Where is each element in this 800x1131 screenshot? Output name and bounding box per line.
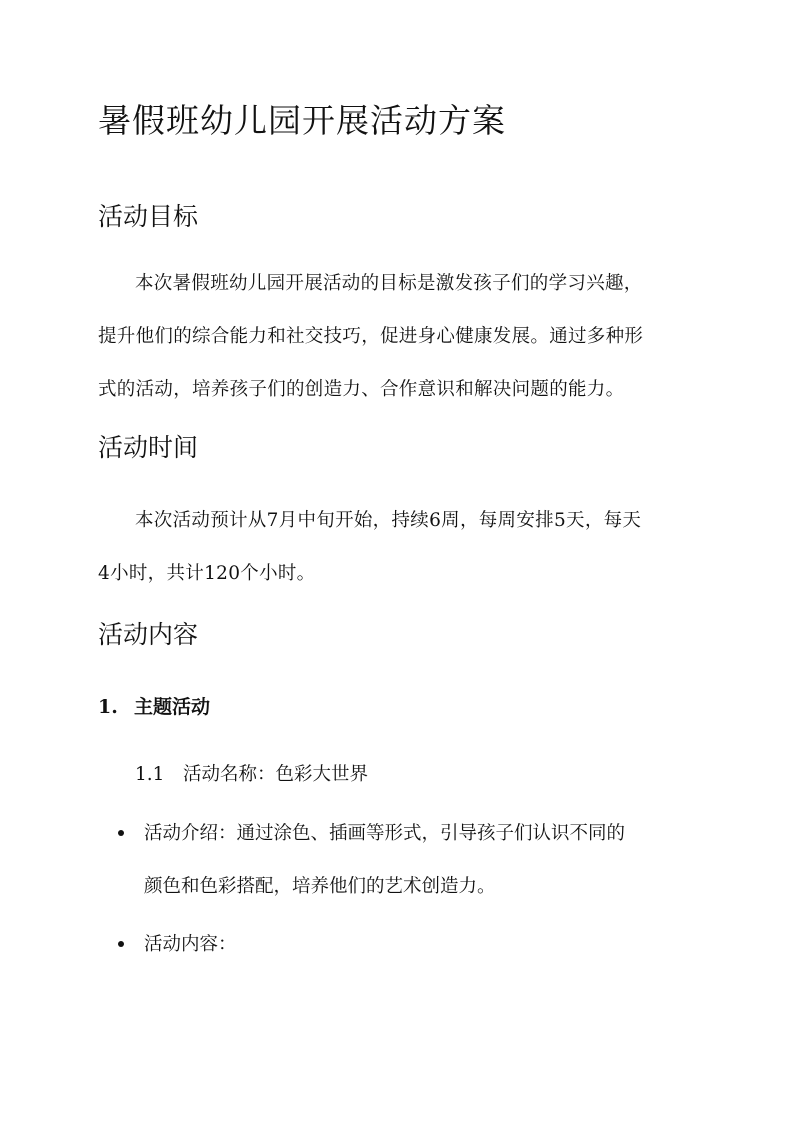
section-paragraph-time [98, 494, 698, 600]
bullet-text [144, 807, 704, 913]
document-title: 暑假班幼儿园开展活动方案 [98, 101, 506, 140]
activity-heading [135, 760, 368, 786]
bullet-line: 颜色和色彩搭配，培养他们的艺术创造力。 [144, 876, 496, 897]
bullet-line: 活动介绍：通过涂色、插画等形式，引导孩子们认识不同的 [144, 823, 626, 844]
section-heading-time: 活动时间 [98, 433, 199, 462]
subsection-number: 1. [98, 696, 118, 718]
paragraph-line: 式的活动，培养孩子们的创造力、合作意识和解决问题的能力。 [98, 379, 625, 400]
section-heading-goals: 活动目标 [98, 202, 199, 231]
bullet-icon [118, 830, 124, 836]
bullet-text [144, 918, 704, 971]
paragraph-line: 提升他们的综合能力和社交技巧，促进身心健康发展。通过多种形 [98, 326, 644, 347]
bullet-icon [118, 941, 124, 947]
paragraph-line: 本次暑假班幼儿园开展活动的目标是激发孩子们的学习兴趣， [135, 273, 643, 294]
section-heading-content: 活动内容 [98, 620, 199, 649]
section-paragraph-goals [98, 257, 698, 416]
activity-number: 1.1 [135, 764, 165, 785]
paragraph-line: 本次活动预计从7月中旬开始，持续6周，每周安排5天，每天 [135, 510, 642, 531]
bullet-line: 活动内容： [144, 934, 237, 955]
activity-title: 活动名称：色彩大世界 [183, 764, 369, 785]
subsection-heading-theme [98, 692, 210, 719]
subsection-title: 主题活动 [134, 696, 211, 718]
paragraph-line: 4小时，共计120个小时。 [98, 563, 316, 584]
